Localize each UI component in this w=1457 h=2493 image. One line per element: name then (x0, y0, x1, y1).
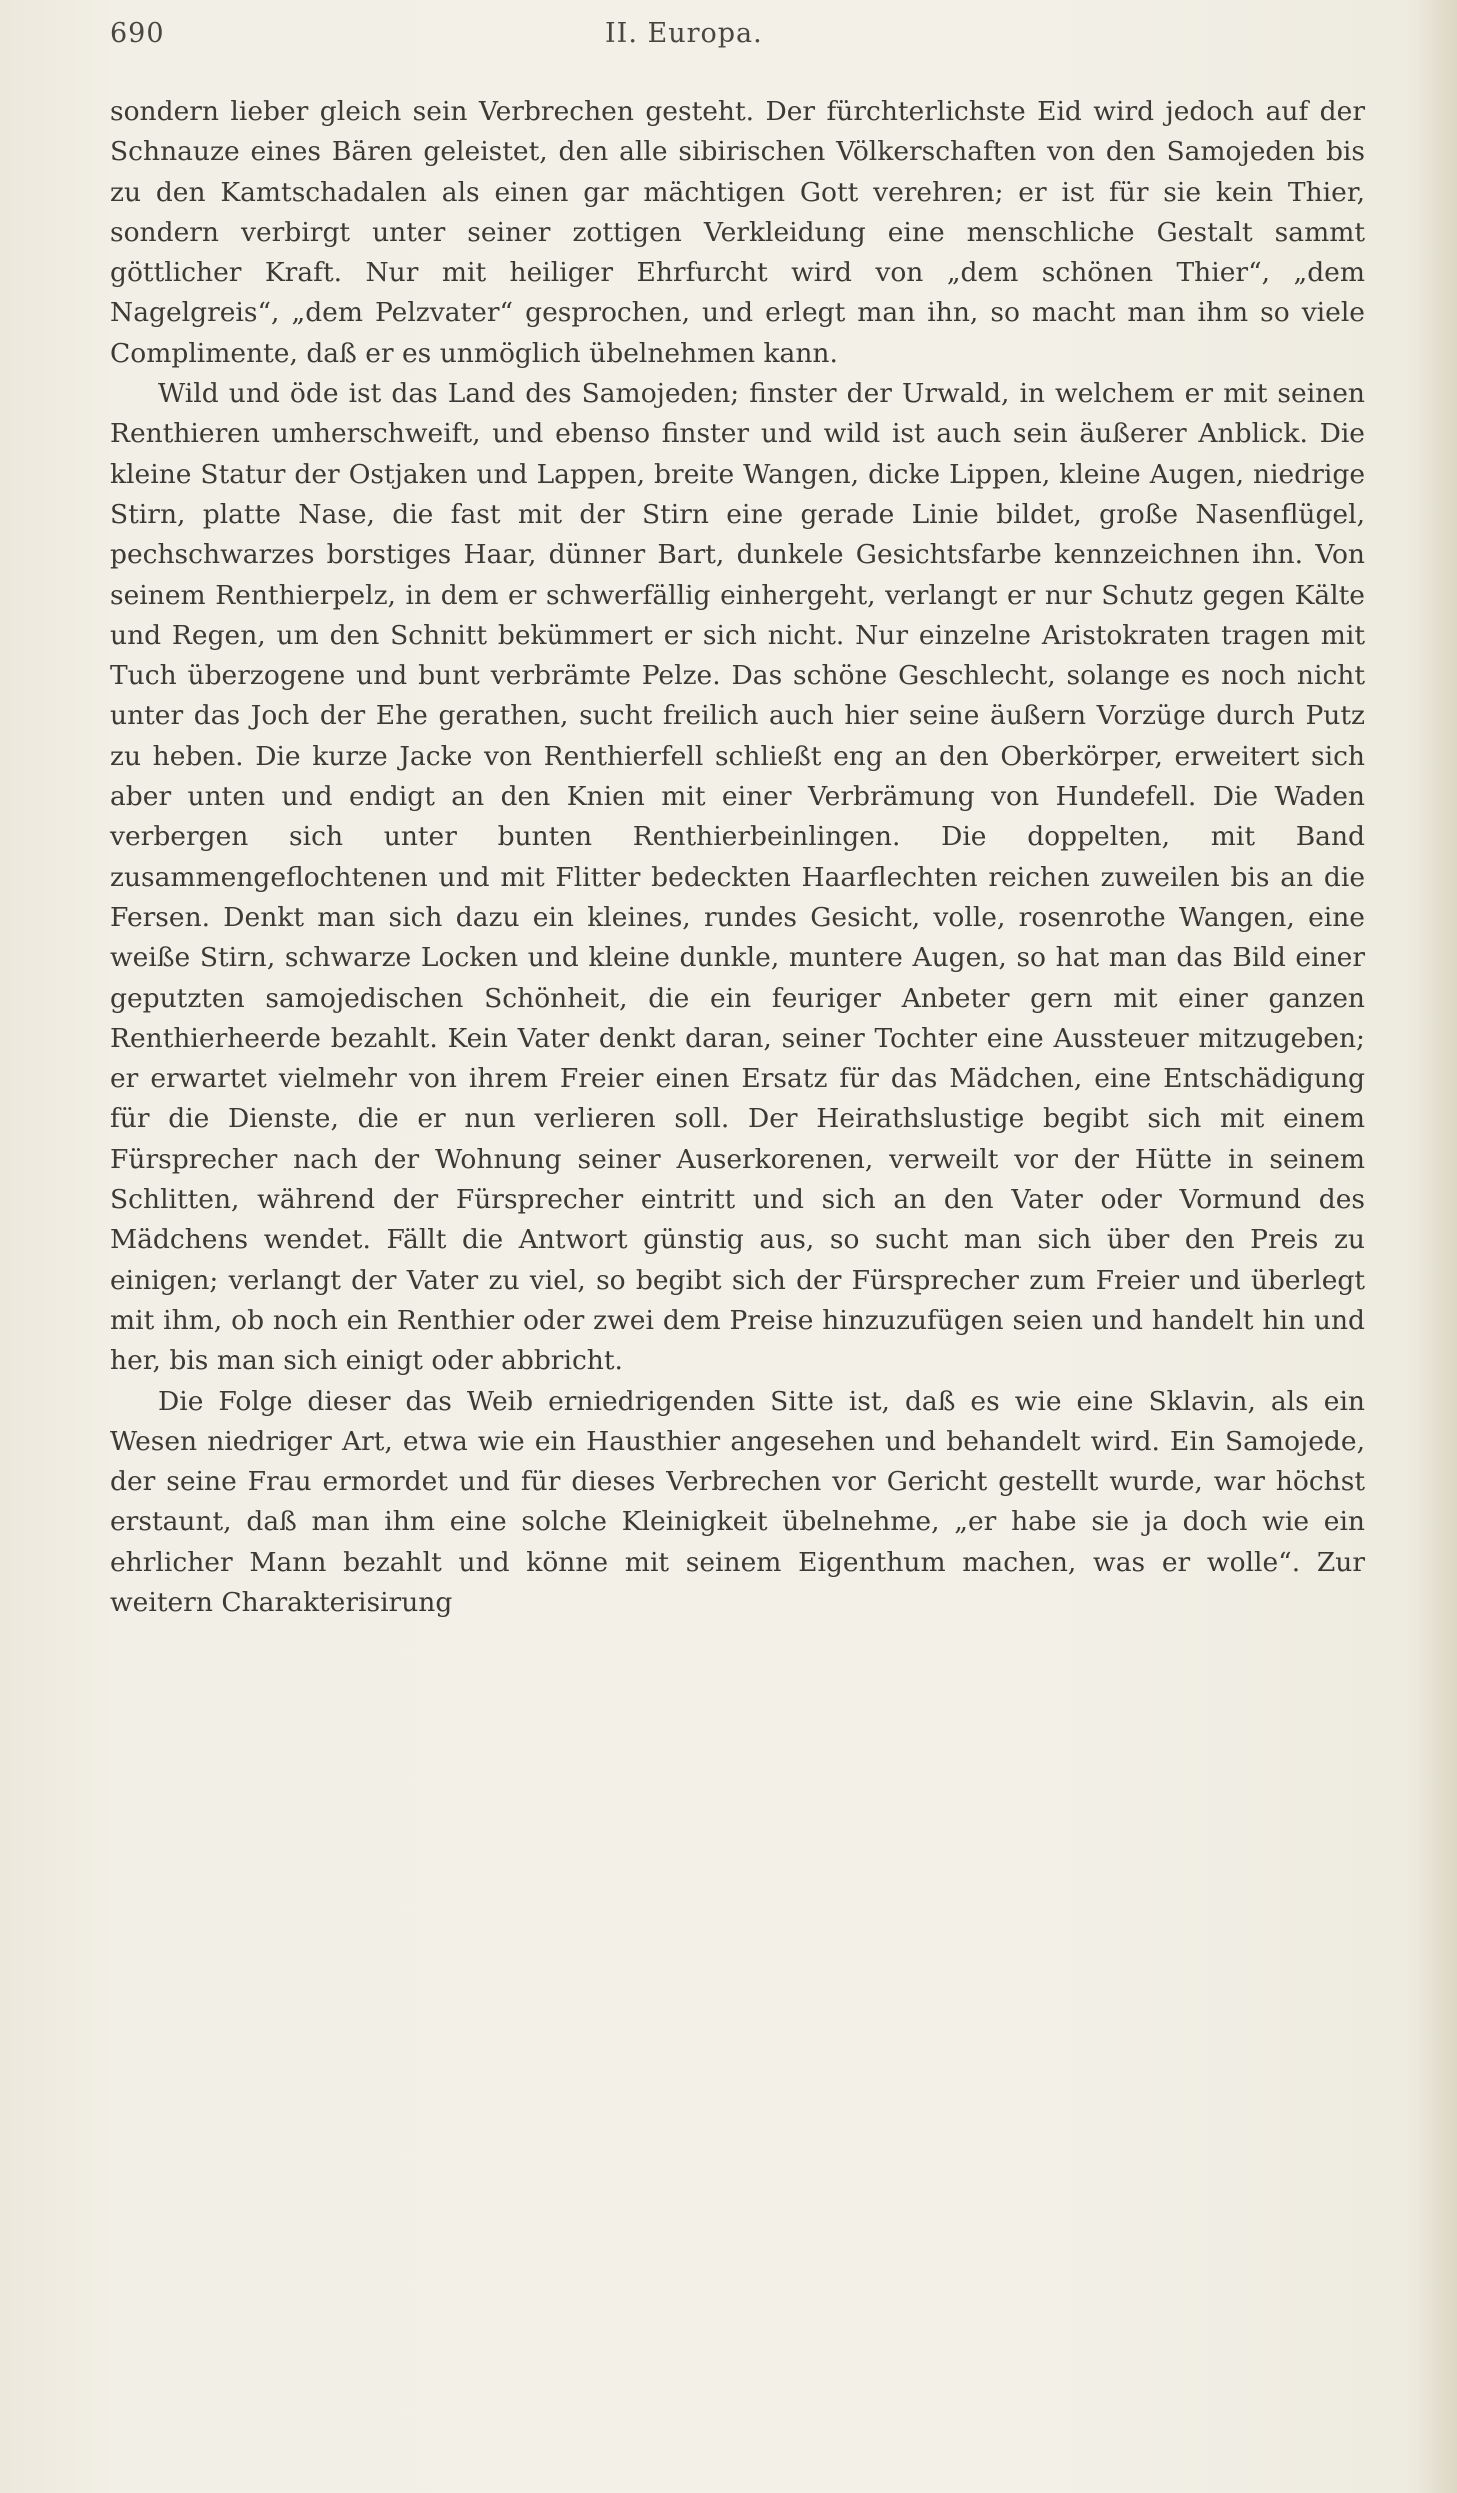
page-edge-shadow (1417, 0, 1457, 2493)
body-text (110, 92, 1365, 1623)
paragraph-3: Die Folge dieser das Weib erniedrigenden Sitte ist, daß es wie eine Sklavin, als ein Wesen niedriger Art, etwa wie ein Hausthier angesehen und behandelt wird. Ein Samojede, der seine Frau ermordet und für dieses Verbrechen vor Gericht gestellt wurde, war höchst erstaunt, daß man ihm eine solche Kleinigkeit übelnehme, „er habe sie ja doch wie ein ehrlicher Mann bezahlt und könne mit seinem Eigenthum machen, was er wolle“. Zur weitern Charakterisirung (110, 1385, 1365, 1618)
running-head: II. Europa. (605, 18, 763, 49)
paragraph-1: sondern lieber gleich sein Verbrechen gesteht. Der fürchterlichste Eid wird jedoch auf der Schnauze eines Bären geleistet, den alle sibirischen Völkerschaften von den Samojeden bis zu den Kamtschadalen als einen gar mächtigen Gott verehren; er ist für sie kein Thier, sondern verbirgt unter seiner zottigen Verkleidung eine menschliche Gestalt sammt göttlicher Kraft. Nur mit heiliger Ehrfurcht wird von „dem schönen Thier“, „dem Nagelgreis“, „dem Pelzvater“ gesprochen, und erlegt man ihn, so macht man ihm so viele Complimente, daß er es unmöglich übelnehmen kann. (110, 96, 1365, 369)
page-number: 690 (110, 18, 165, 49)
paragraph-2: Wild und öde ist das Land des Samojeden; finster der Urwald, in welchem er mit seinen Renthieren umherschweift, und ebenso finster und wild ist auch sein äußerer Anblick. Die kleine Statur der Ostjaken und Lappen, breite Wangen, dicke Lippen, kleine Augen, niedrige Stirn, platte Nase, die fast mit der Stirn eine gerade Linie bildet, große Nasenflügel, pechschwarzes borstiges Haar, dünner Bart, dunkele Gesichtsfarbe kennzeichnen ihn. Von seinem Renthierpelz, in dem er schwerfällig einhergeht, verlangt er nur Schutz gegen Kälte und Regen, um den Schnitt bekümmert er sich nicht. Nur einzelne Aristokraten tragen mit Tuch überzogene und bunt verbrämte Pelze. Das schöne Geschlecht, solange es noch nicht unter das Joch der Ehe gerathen, sucht freilich auch hier seine äußern Vorzüge durch Putz zu heben. Die kurze Jacke von Renthierfell schließt eng an den Oberkörper, erweitert sich aber unten und endigt an den Knien mit einer Verbrämung von Hundefell. Die Waden verbergen sich unter bunten Renthierbeinlingen. Die doppelten, mit Band zusammengeflochtenen und mit Flitter bedeckten Haarflechten reichen zuweilen bis an die Fersen. Denkt man sich dazu ein kleines, rundes Gesicht, volle, rosenrothe Wangen, eine weiße Stirn, schwarze Locken und kleine dunkle, muntere Augen, so hat man das Bild einer geputzten samojedischen Schönheit, die ein feuriger Anbeter gern mit einer ganzen Renthierheerde bezahlt. Kein Vater denkt daran, seiner Tochter eine Aussteuer mitzugeben; er erwartet vielmehr von ihrem Freier einen Ersatz für das Mädchen, eine Entschädigung für die Dienste, die er nun verlieren soll. Der Heirathslustige begibt sich mit einem Fürsprecher nach der Wohnung seiner Auserkorenen, verweilt vor der Hütte in seinem Schlitten, während der Fürsprecher eintritt und sich an den Vater oder Vormund des Mädchens wendet. Fällt die Antwort günstig aus, so sucht man sich über den Preis zu einigen; verlangt der Vater zu viel, so begibt sich der Fürsprecher zum Freier und überlegt mit ihm, ob noch ein Renthier oder zwei dem Preise hinzuzufügen seien und handelt hin und her, bis man sich einigt oder abbricht. (110, 378, 1365, 1377)
page-header (110, 14, 1360, 64)
